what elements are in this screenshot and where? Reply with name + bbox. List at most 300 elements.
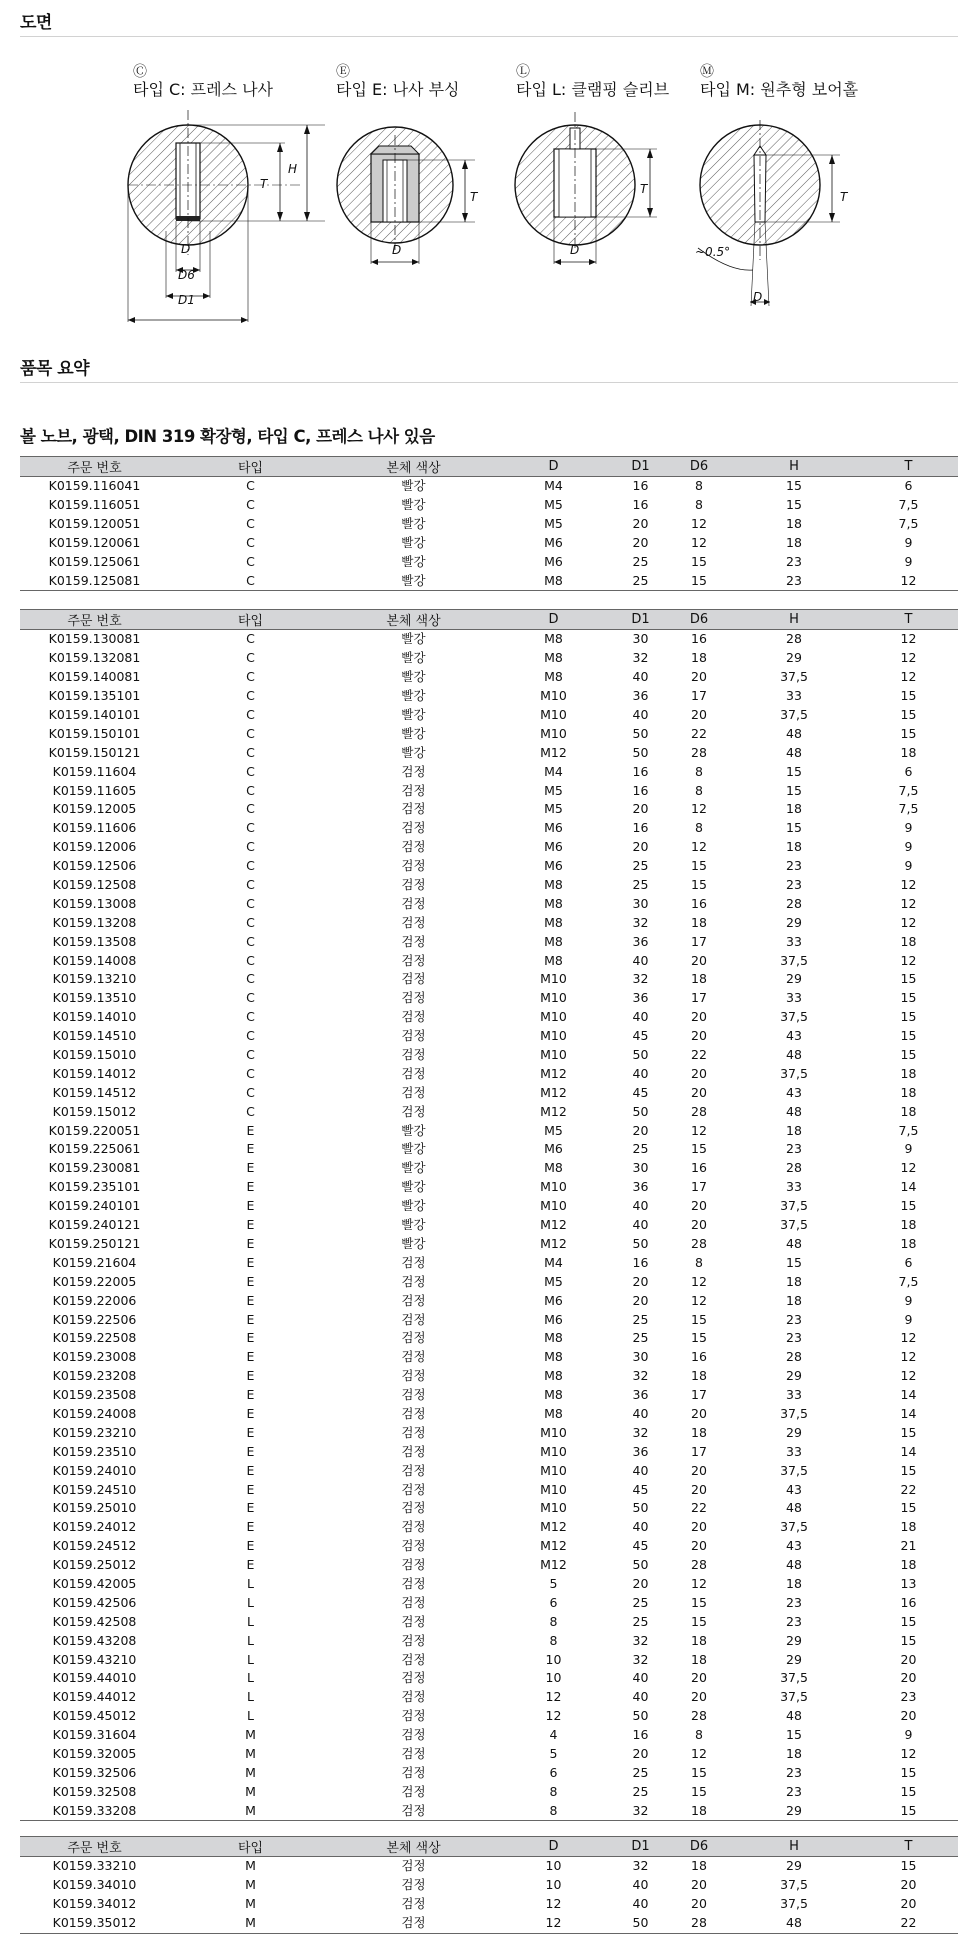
table-cell: 빨강 bbox=[401, 516, 426, 532]
table-cell: 8 bbox=[549, 1613, 558, 1629]
table-cell: 40 bbox=[632, 1009, 649, 1025]
table-cell: 40 bbox=[632, 1896, 649, 1912]
table-cell: 검정 bbox=[401, 1708, 426, 1724]
table-cell: 50 bbox=[632, 1500, 649, 1516]
table-cell: 빨강 bbox=[401, 744, 426, 760]
table-cell: K0159.35012 bbox=[20, 1914, 169, 1933]
table-cell: K0159.22006 bbox=[52, 1292, 137, 1308]
table-cell: 28 bbox=[691, 1235, 707, 1251]
table-cell: C bbox=[246, 554, 255, 569]
table-row bbox=[20, 630, 958, 649]
table-cell: 18 bbox=[900, 1557, 917, 1573]
table-cell: 12 bbox=[900, 1368, 917, 1384]
table-cell: K0159.25012 bbox=[52, 1557, 137, 1573]
table-cell: 20 bbox=[691, 952, 707, 968]
table-cell: M6 bbox=[544, 1292, 563, 1308]
table-cell: 빨강 bbox=[401, 478, 426, 494]
table-cell: 14 bbox=[900, 1405, 917, 1421]
table-cell: 검정 bbox=[401, 1575, 426, 1591]
table-row bbox=[20, 1046, 958, 1065]
table-cell: 15 bbox=[691, 1613, 707, 1629]
table-cell: 빨강 bbox=[401, 1235, 426, 1251]
table-cell: 검정 bbox=[401, 1858, 426, 1874]
table-cell: 23 bbox=[786, 1594, 802, 1610]
table-cell: K0159.116051 bbox=[48, 497, 141, 513]
table-cell: C bbox=[246, 820, 255, 836]
table-cell: 검정 bbox=[401, 1084, 426, 1100]
table-cell: M bbox=[245, 1727, 256, 1743]
table-cell: 검정 bbox=[401, 914, 426, 930]
table-cell: 검정 bbox=[401, 1028, 426, 1044]
table-cell: 검정 bbox=[401, 1651, 426, 1667]
column-header: D6 bbox=[669, 457, 729, 477]
table-cell: K0159.250121 bbox=[48, 1235, 141, 1251]
table-cell: 12 bbox=[691, 1122, 707, 1138]
table-cell: 32 bbox=[632, 1632, 649, 1648]
table-cell: M8 bbox=[544, 952, 563, 968]
table-cell: 33 bbox=[786, 1179, 802, 1195]
table-row bbox=[20, 706, 958, 725]
table-cell: 5 bbox=[549, 1575, 558, 1591]
table-cell: 15 bbox=[786, 1727, 802, 1743]
table-cell: 40 bbox=[632, 1670, 649, 1686]
column-header: D bbox=[495, 610, 612, 630]
table-cell: 16 bbox=[632, 763, 649, 779]
table-cell: E bbox=[246, 1273, 255, 1289]
table-cell: 20 bbox=[632, 1273, 649, 1289]
column-header: T bbox=[859, 1837, 958, 1857]
type-l-dim-t: T bbox=[640, 182, 648, 196]
table-cell: 16 bbox=[691, 895, 707, 911]
table-cell: 20 bbox=[691, 1028, 707, 1044]
table-cell: M6 bbox=[544, 839, 563, 855]
type-c-drawing bbox=[125, 60, 325, 330]
type-m-drawing bbox=[690, 60, 870, 310]
table-cell: 검정 bbox=[401, 1519, 426, 1535]
table-cell: M bbox=[169, 1801, 332, 1820]
table-cell: 18 bbox=[786, 1745, 802, 1761]
table-cell: M6 bbox=[544, 1141, 563, 1157]
table-cell: K0159.42508 bbox=[52, 1613, 137, 1629]
table-cell: 18 bbox=[691, 650, 707, 666]
table-cell: 23 bbox=[786, 1764, 802, 1780]
table-cell: 25 bbox=[612, 571, 669, 590]
table-cell: 18 bbox=[691, 1368, 707, 1384]
table-cell: E bbox=[246, 1462, 255, 1478]
table-header-row bbox=[20, 610, 958, 630]
table-cell: 25 bbox=[632, 1764, 649, 1780]
table-cell: 37,5 bbox=[780, 952, 808, 968]
table-cell: C bbox=[169, 571, 332, 590]
table-cell: 검정 bbox=[401, 895, 426, 911]
type-l-drawing bbox=[515, 60, 675, 270]
table-cell: 43 bbox=[786, 1084, 802, 1100]
table-row bbox=[20, 1008, 958, 1027]
table-cell: 36 bbox=[632, 1179, 649, 1195]
table-cell: 25 bbox=[632, 1594, 649, 1610]
table-cell: M12 bbox=[540, 1084, 567, 1100]
column-header: 타입 bbox=[169, 457, 332, 477]
table-cell: K0159.132081 bbox=[48, 650, 141, 666]
table-cell: 15 bbox=[900, 725, 917, 741]
table-cell: 25 bbox=[632, 858, 649, 874]
table-cell: M4 bbox=[544, 1254, 563, 1270]
table-cell: 빨강 bbox=[401, 688, 426, 704]
table-cell: 13 bbox=[900, 1575, 917, 1591]
table-cell: M bbox=[245, 1783, 256, 1799]
table-cell: 40 bbox=[632, 1065, 649, 1081]
table-cell: M10 bbox=[540, 688, 567, 704]
table-cell: 15 bbox=[691, 554, 707, 569]
table-cell: 16 bbox=[632, 497, 649, 513]
table-row bbox=[20, 1593, 958, 1612]
table-cell: M bbox=[245, 1877, 256, 1893]
table-cell: M12 bbox=[540, 1557, 567, 1573]
table-cell: K0159.22506 bbox=[52, 1311, 137, 1327]
table-cell: 20 bbox=[691, 1084, 707, 1100]
table-cell: K0159.23508 bbox=[52, 1387, 137, 1403]
type-e-symbol: Ⓔ bbox=[336, 64, 350, 80]
table-cell: 20 bbox=[900, 1651, 917, 1667]
table-row bbox=[20, 743, 958, 762]
table-cell: 16 bbox=[691, 631, 707, 647]
type-m-dim-t: T bbox=[840, 190, 848, 204]
table-cell: 7,5 bbox=[898, 516, 919, 532]
table-cell: 32 bbox=[632, 1424, 649, 1440]
table-row bbox=[20, 1367, 958, 1386]
table-cell: 32 bbox=[632, 1651, 649, 1667]
table-cell: M12 bbox=[540, 1217, 567, 1233]
table-cell: K0159.130081 bbox=[48, 631, 141, 647]
table-cell: C bbox=[246, 877, 255, 893]
table-cell: 16 bbox=[900, 1594, 917, 1610]
table-cell: 12 bbox=[900, 1349, 917, 1365]
table-cell: 18 bbox=[786, 516, 802, 532]
product-table-1 bbox=[20, 456, 958, 591]
table-cell: 45 bbox=[632, 1538, 649, 1554]
table-cell: K0159.240121 bbox=[48, 1217, 141, 1233]
table-row bbox=[20, 571, 958, 590]
type-c-dim-d: D bbox=[181, 242, 191, 256]
table-row bbox=[20, 1235, 958, 1254]
table-cell: 빨강 bbox=[401, 1122, 426, 1138]
table-cell: M bbox=[245, 1745, 256, 1761]
table-cell: 43 bbox=[786, 1028, 802, 1044]
table-cell: C bbox=[246, 631, 255, 647]
table-cell: 20 bbox=[900, 1896, 917, 1912]
table-cell: M12 bbox=[540, 1235, 567, 1251]
table-cell: K0159.120061 bbox=[48, 535, 141, 551]
table-cell: C bbox=[246, 669, 255, 685]
table-cell: C bbox=[246, 707, 255, 722]
product-table-2 bbox=[20, 609, 958, 1821]
table-cell: M bbox=[245, 1764, 256, 1780]
table-cell: M6 bbox=[544, 820, 563, 836]
table-cell: M5 bbox=[544, 1122, 563, 1138]
table-cell: 29 bbox=[786, 1424, 802, 1440]
table-cell: 16 bbox=[632, 820, 649, 836]
table-cell: 검정 bbox=[401, 1896, 426, 1912]
table-cell: M6 bbox=[544, 554, 563, 569]
column-header: D6 bbox=[669, 1837, 729, 1857]
table-cell: E bbox=[246, 1519, 255, 1535]
table-cell: K0159.32506 bbox=[52, 1764, 137, 1780]
table-cell: K0159.12005 bbox=[52, 801, 137, 817]
table-cell: 28 bbox=[691, 1557, 707, 1573]
table-cell: K0159.24510 bbox=[52, 1481, 137, 1497]
table-cell: 7,5 bbox=[898, 1122, 919, 1138]
table-cell: M8 bbox=[544, 1368, 563, 1384]
table-cell: 12 bbox=[859, 571, 958, 590]
table-cell: 17 bbox=[691, 990, 707, 1006]
table-cell: 15 bbox=[900, 688, 917, 704]
table-cell: 15 bbox=[900, 707, 917, 722]
table-cell: L bbox=[247, 1670, 254, 1686]
table-cell: 20 bbox=[900, 1877, 917, 1893]
product-table-3 bbox=[20, 1836, 958, 1934]
table-cell: 20 bbox=[632, 516, 649, 532]
table-cell: 18 bbox=[900, 1217, 917, 1233]
table-row bbox=[20, 819, 958, 838]
table-cell: 8 bbox=[695, 478, 703, 494]
table-row bbox=[20, 1575, 958, 1594]
table-cell: 20 bbox=[691, 1896, 707, 1912]
table-cell: 28 bbox=[669, 1914, 729, 1933]
table-cell: 검정 bbox=[401, 1500, 426, 1516]
table-cell: 15 bbox=[691, 858, 707, 874]
table-row bbox=[20, 1197, 958, 1216]
table-cell: 빨강 bbox=[401, 1179, 426, 1195]
table-cell: 검정 bbox=[401, 971, 426, 987]
table-cell: 10 bbox=[545, 1858, 562, 1874]
table-cell: C bbox=[246, 933, 255, 949]
table-row bbox=[20, 496, 958, 515]
table-cell: M6 bbox=[544, 535, 563, 551]
table-cell: 검정 bbox=[401, 1443, 426, 1459]
table-cell: C bbox=[246, 801, 255, 817]
table-cell: 15 bbox=[691, 1311, 707, 1327]
table-cell: 25 bbox=[632, 1330, 649, 1346]
table-cell: 15 bbox=[900, 1500, 917, 1516]
table-cell: 20 bbox=[632, 1575, 649, 1591]
table-cell: 25 bbox=[632, 1311, 649, 1327]
table-cell: 15 bbox=[900, 1858, 917, 1874]
table-cell: C bbox=[246, 990, 255, 1006]
table-cell: M10 bbox=[540, 707, 567, 722]
table-cell: 20 bbox=[632, 535, 649, 551]
table-cell: 48 bbox=[786, 1103, 802, 1119]
table-cell: 30 bbox=[632, 1160, 649, 1176]
table-cell: 12 bbox=[691, 801, 707, 817]
table-cell: L bbox=[247, 1708, 254, 1724]
column-header: D1 bbox=[612, 610, 669, 630]
table-cell: 9 bbox=[904, 1311, 913, 1327]
table-cell: E bbox=[246, 1122, 255, 1138]
table-cell: 검정 bbox=[401, 877, 426, 893]
table-cell: C bbox=[246, 1065, 255, 1081]
table-cell: K0159.42005 bbox=[52, 1575, 137, 1591]
table-cell: 25 bbox=[632, 554, 649, 569]
table-cell: K0159.150101 bbox=[48, 725, 141, 741]
table-cell: 12 bbox=[900, 914, 917, 930]
table-cell: 검정 bbox=[401, 1613, 426, 1629]
table-cell: E bbox=[246, 1481, 255, 1497]
table-cell: K0159.12006 bbox=[52, 839, 137, 855]
table-cell: 15 bbox=[691, 1783, 707, 1799]
table-cell: 23 bbox=[786, 554, 802, 569]
table-cell: M10 bbox=[540, 1424, 567, 1440]
table-row bbox=[20, 1480, 958, 1499]
table-cell: 48 bbox=[786, 1235, 802, 1251]
table-cell: 12 bbox=[691, 1575, 707, 1591]
table-cell: K0159.14010 bbox=[52, 1009, 137, 1025]
table-row bbox=[20, 894, 958, 913]
table-cell: C bbox=[246, 895, 255, 911]
table-cell: 18 bbox=[900, 933, 917, 949]
column-header: 주문 번호 bbox=[20, 1837, 169, 1857]
column-header: H bbox=[729, 610, 859, 630]
table-cell: E bbox=[246, 1141, 255, 1157]
table-cell: 15 bbox=[900, 1009, 917, 1025]
type-m-caption: 타입 M: 원추형 보어홀 bbox=[700, 80, 859, 99]
table-cell: C bbox=[246, 1047, 255, 1063]
table-row bbox=[20, 1253, 958, 1272]
table-row bbox=[20, 649, 958, 668]
table-cell: K0159.13510 bbox=[52, 990, 137, 1006]
table-cell: 33 bbox=[786, 1387, 802, 1403]
table-row bbox=[20, 876, 958, 895]
table-cell: 20 bbox=[691, 1670, 707, 1686]
table-cell: 10 bbox=[545, 1877, 562, 1893]
table-cell: 40 bbox=[632, 707, 649, 722]
type-c-symbol: Ⓒ bbox=[133, 64, 147, 80]
table-cell: 12 bbox=[691, 535, 707, 551]
table-cell: 50 bbox=[632, 744, 649, 760]
table-cell: 검정 bbox=[401, 1727, 426, 1743]
table-cell: 21 bbox=[900, 1538, 917, 1554]
table-cell: M6 bbox=[544, 858, 563, 874]
table-cell: 40 bbox=[632, 1519, 649, 1535]
table-cell: 9 bbox=[904, 1141, 913, 1157]
table-row bbox=[20, 1650, 958, 1669]
table-cell: 18 bbox=[691, 1632, 707, 1648]
table-cell: K0159.21604 bbox=[52, 1254, 137, 1270]
table-cell: 37,5 bbox=[780, 1519, 808, 1535]
table-cell: 12 bbox=[691, 1273, 707, 1289]
table-cell: 빨강 bbox=[401, 631, 426, 647]
table-cell: 15 bbox=[786, 1254, 802, 1270]
table-cell: 빨강 bbox=[401, 707, 426, 722]
table-row bbox=[20, 1461, 958, 1480]
table-row bbox=[20, 913, 958, 932]
table-cell: 18 bbox=[900, 744, 917, 760]
table-cell: 37,5 bbox=[780, 669, 808, 685]
table-cell: 빨강 bbox=[401, 1198, 426, 1214]
table-cell: 48 bbox=[729, 1914, 859, 1933]
table-cell: 20 bbox=[900, 1708, 917, 1724]
table-cell: M8 bbox=[544, 1160, 563, 1176]
table-cell: 18 bbox=[900, 1519, 917, 1535]
table-cell: K0159.12506 bbox=[52, 858, 137, 874]
table-cell: 20 bbox=[691, 669, 707, 685]
table-cell: 25 bbox=[632, 877, 649, 893]
table-cell: 37,5 bbox=[780, 1009, 808, 1025]
table-cell: 29 bbox=[786, 914, 802, 930]
table-row bbox=[20, 1669, 958, 1688]
table-cell: 14 bbox=[900, 1179, 917, 1195]
table-cell: C bbox=[246, 497, 255, 513]
table-cell: 18 bbox=[691, 1651, 707, 1667]
table-cell: 9 bbox=[904, 858, 913, 874]
column-header: H bbox=[729, 457, 859, 477]
table-cell: 30 bbox=[632, 631, 649, 647]
table-cell: E bbox=[246, 1217, 255, 1233]
table-cell: 9 bbox=[904, 820, 913, 836]
table-cell: 48 bbox=[786, 744, 802, 760]
table-cell: M bbox=[169, 1914, 332, 1933]
table-cell: 16 bbox=[632, 1727, 649, 1743]
table-cell: K0159.25010 bbox=[52, 1500, 137, 1516]
table-cell: M5 bbox=[544, 1273, 563, 1289]
table-cell: K0159.43210 bbox=[52, 1651, 137, 1667]
table-cell: L bbox=[247, 1613, 254, 1629]
table-cell: 검정 bbox=[401, 990, 426, 1006]
table-row bbox=[20, 1726, 958, 1745]
table-cell: 검정 bbox=[401, 763, 426, 779]
table-cell: E bbox=[246, 1179, 255, 1195]
table-cell: 빨강 bbox=[401, 650, 426, 666]
table-cell: 12 bbox=[900, 1330, 917, 1346]
table-cell: 8 bbox=[495, 1801, 612, 1820]
table-cell: 4 bbox=[549, 1727, 558, 1743]
table-cell: E bbox=[246, 1538, 255, 1554]
table-cell: 9 bbox=[904, 1727, 913, 1743]
table-cell: E bbox=[246, 1387, 255, 1403]
table-cell: 12 bbox=[545, 1896, 562, 1912]
table-cell: 17 bbox=[691, 933, 707, 949]
table-cell: 검정 bbox=[401, 1557, 426, 1573]
table-cell: M10 bbox=[540, 1179, 567, 1195]
table-cell: M8 bbox=[544, 933, 563, 949]
table-cell: 20 bbox=[691, 1538, 707, 1554]
table-cell: 검정 bbox=[401, 1538, 426, 1554]
table-cell: 10 bbox=[545, 1670, 562, 1686]
table-cell: M10 bbox=[540, 1028, 567, 1044]
table-cell: 7,5 bbox=[898, 497, 919, 513]
summary-divider bbox=[20, 382, 958, 383]
table-cell: 15 bbox=[691, 877, 707, 893]
table-cell: L bbox=[247, 1689, 254, 1705]
table-row bbox=[20, 970, 958, 989]
table-cell: 검정 bbox=[401, 1065, 426, 1081]
table-cell: 20 bbox=[632, 1292, 649, 1308]
table-cell: 50 bbox=[632, 1103, 649, 1119]
table-cell: 18 bbox=[900, 1235, 917, 1251]
table-cell: M8 bbox=[495, 571, 612, 590]
table-cell: 28 bbox=[691, 744, 707, 760]
summary-heading: 품목 요약 bbox=[20, 359, 90, 379]
table-cell: 23 bbox=[786, 1311, 802, 1327]
table-cell: E bbox=[246, 1349, 255, 1365]
table-cell: M8 bbox=[544, 1387, 563, 1403]
table-cell: K0159.220051 bbox=[48, 1122, 141, 1138]
table-cell: M10 bbox=[540, 1198, 567, 1214]
table-header-row bbox=[20, 1837, 958, 1857]
table-cell: 7,5 bbox=[898, 801, 919, 817]
table-cell: 20 bbox=[691, 1217, 707, 1233]
table-cell: L bbox=[247, 1575, 254, 1591]
table-row bbox=[20, 477, 958, 496]
